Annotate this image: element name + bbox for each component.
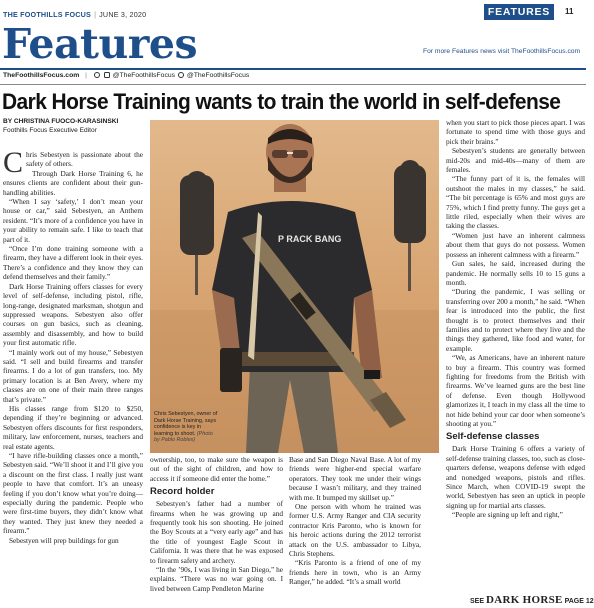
paragraph: “The funny part of it is, the females will outshoot the males in my classes,” he said. “The bit percentage is 65% and most guys are 75%, which I find pretty funny. The guys get a little riled, especially when their wives are taking the classes. (446, 174, 585, 231)
publication-line: THE FOOTHILLS FOCUS | JUNE 3, 2020 (3, 10, 147, 19)
social-handle-2[interactable]: @TheFoothillsFocus (186, 72, 250, 79)
photo-caption (154, 411, 218, 444)
author-role: Foothills Focus Executive Editor (3, 127, 97, 134)
paragraph: “People are signing up left and right,” (452, 510, 563, 520)
subhead-self-defense: Self-defense classes (446, 431, 540, 443)
paragraph: when you start to pick those pieces apart. I was fortunate to spend time with those guys and pick their brains.” (446, 118, 585, 146)
paragraph: Sebestyen will prep buildings for gun (9, 535, 119, 545)
paragraph: “We, as Americans, have an inherent nature to buy a firearm. This country was formed fighting for freedoms from the British with firearms. We’ve learned guns are the best line of defense. Even though Hollywood glamorizes it, I teach in my class all the time to not hide behind your car door when someone’s shooting at you.” (446, 353, 585, 428)
paragraph: Dark Horse Training offers classes for every level of self-defense, including pistol, rifle, long-range, designated marksman, shotgun and suppressed weapons. Sebestyen also offer courses on gun basics, such as cleaning, assembly and disassembly, and how to build your first automatic rifle. (3, 281, 143, 348)
article-column-2 (150, 455, 283, 608)
paragraph: “In the ’90s, I was living in San Diego,” he explains. “There was no war going on. I lived between Camp Pendleton Marine (150, 565, 283, 593)
paragraph: Gun sales, he said, increased during the pandemic. He normally sells 10 to 15 guns a month. (446, 259, 585, 287)
paragraph: Sebestyen’s father had a number of firearms when he was growing up and frequently took his son shooting. He joined the Boy Scouts at a “very early age” and has the title of youngest Eagle Scout in California. It was there that he was exposed to firearm safety and archery. (150, 499, 283, 565)
page-number: 11 (565, 7, 574, 16)
article-column-1 (3, 146, 143, 608)
social-handle[interactable]: @TheFoothillsFocus (112, 72, 176, 79)
paragraph: “During the pandemic, I was selling or transferring over 200 a month,” he said. “When fear is introduced into the public, the first thought is to protect themselves and their families and to protect where they live and the things they gathered, like food and water, for example. (446, 287, 585, 353)
paragraph: “Kris Paronto is a friend of one of my friends here in town, who is an Army Ranger,” he added. “It’s a small world (289, 558, 421, 587)
photo-credit: (Photo by Pablo Robles) (154, 430, 213, 444)
publication-name: THE FOOTHILLS FOCUS (3, 10, 92, 19)
social-line: TheFoothillsFocus.com | @TheFoothillsFocus @TheFoothillsFocus (3, 72, 250, 79)
paragraph: Through Dark Horse Training 6, he ensures clients are confident about their gun-handling abilities. (3, 168, 143, 197)
article-column-3 (289, 455, 421, 608)
section-tab[interactable]: FEATURES (484, 4, 554, 20)
paragraph: One person with whom he trained was former U.S. Army Ranger and CIA security contractor Kris Paronto, who is known for his heroic actions during the 2012 terrorist attack on the U.S. ambassador to Libya, Chris Stephens. (289, 502, 421, 559)
article-photo (150, 120, 439, 453)
shirt-print: P RACK BANG (278, 234, 342, 244)
facebook-icon[interactable] (94, 72, 100, 78)
instagram-icon[interactable] (104, 72, 110, 78)
paragraph: Dark Horse Training 6 offers a variety of self-defense training classes, too, such as close-quarters defense, weapons defense with edged and nonedged weapons, pistols and rifles. Since March, when COVID-19 swept the world, Sebestyen has seen an uptick in people signing up for martial arts classes. (446, 444, 586, 510)
paragraph: “Women just have an inherent calmness about them that guys do not possess. Women possess an inherent calmness with a firearm.” (446, 230, 585, 259)
twitter-icon[interactable] (178, 72, 184, 78)
jump-target: DARK HORSE (485, 594, 563, 606)
paragraph: “Once I’m done training someone with a firearm, they have a different look in their eyes. There’s a confidence and they know they can defend themselves and their family.” (3, 244, 143, 282)
paragraph: “I have rifle-building classes once a month,” Sebestyen said. “We’ll shoot it and I’ll give you a discount on the first class. I really just want people to have that comfort. It’s an uneasy feeling if you don’t know what you’re doing—especially during the pandemic. People who were first-time buyers, they didn’t know what they wanted. They just knew they needed a firearm.” (3, 451, 143, 536)
byline (3, 117, 118, 135)
article-column-4 (446, 118, 585, 594)
jump-page: PAGE 12 (564, 598, 594, 605)
jump-prefix: SEE (470, 598, 485, 605)
subhead-record-holder: Record holder (150, 486, 215, 498)
page-header (0, 0, 586, 90)
continued-jump[interactable] (470, 594, 594, 606)
author-name: BY CHRISTINA FUOCO-KARASINSKI (3, 118, 119, 125)
header-rule (0, 68, 586, 70)
drop-cap: C (3, 146, 24, 179)
caption-text: Chris Sebestyen, owner of Dark Horse Training, says confidence is key in learning to shoot. (154, 411, 218, 437)
paragraph: Sebestyen’s students are generally between mid-20s and mid-40s—many of them are females. (446, 146, 585, 175)
paragraph: ownership, too, to make sure the weapon is out of the sight of children, and how to access it if someone did enter the home.” (150, 455, 283, 483)
paragraph: His classes range from $120 to $250, depending if they’re beginning or advanced. Sebestyen offers discounts for first responders, military, law enforcement, nurses, teachers and real estate agents. (3, 403, 143, 451)
paragraph: “When I say ‘safety,’ I don’t mean your house or car,” said Sebestyen, an Anthem resident. “It’s more of a confidence you have in your ability to remain safe. I like to teach that part of it. (3, 197, 143, 244)
issue-date: JUNE 3, 2020 (99, 10, 147, 19)
section-masthead: Features (2, 20, 198, 68)
website-link[interactable]: TheFoothillsFocus.com (3, 72, 80, 79)
article-headline: Dark Horse Training wants to train the world in self-defense (2, 89, 561, 114)
paragraph: “I mainly work out of my house,” Sebestyen said. “I sell and build firearms and transfer firearms. I do a lot of gun transfers, too. My primary location is at Ben Avery, where my classes are on one of their main three ranges that’s private.” (3, 347, 143, 404)
divider (0, 84, 586, 85)
more-features-link[interactable]: For more Features news visit TheFoothillsFocus.com (423, 48, 581, 55)
paragraph: Chris Sebestyen is passionate about the safety of others. (3, 146, 143, 179)
photo-illustration (150, 120, 439, 453)
paragraph: Base and San Diego Naval Base. A lot of my friends were higher-end special warfare operators. They took me under their wings because I wasn’t military, and they trained with me. It bumped my skillset up.” (289, 455, 421, 502)
